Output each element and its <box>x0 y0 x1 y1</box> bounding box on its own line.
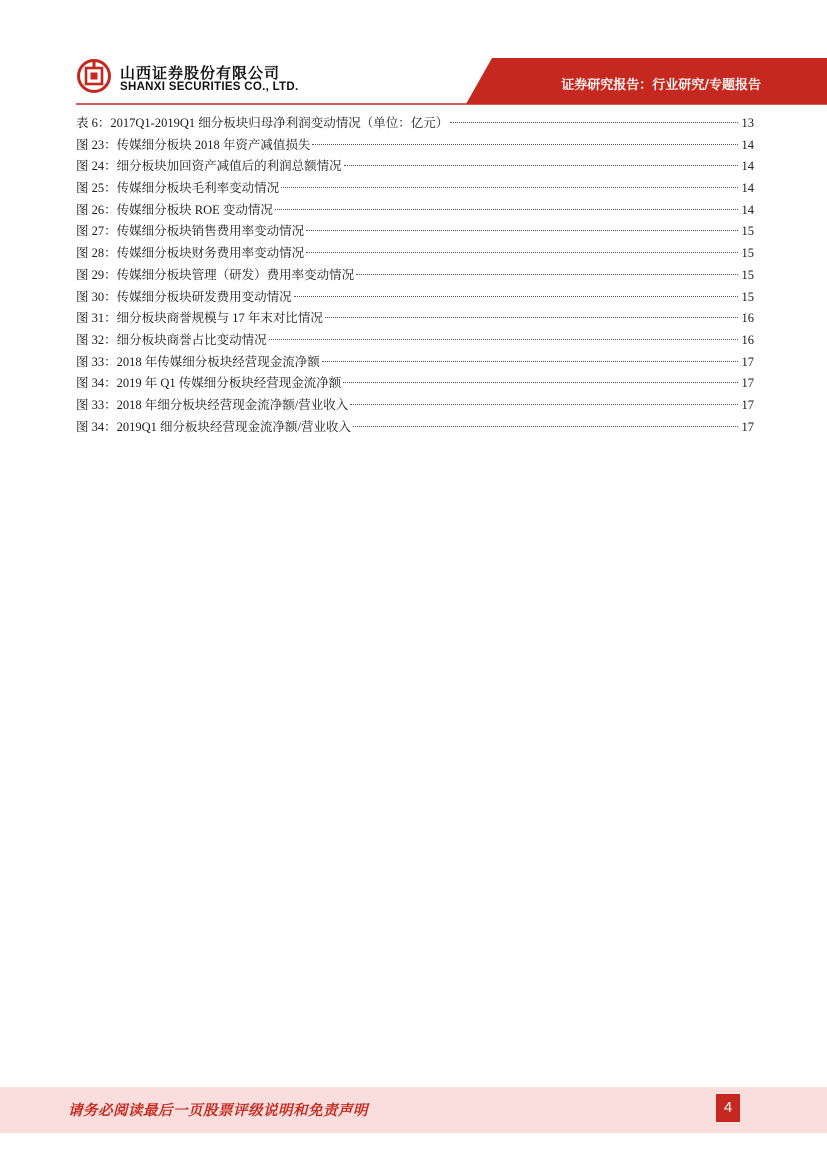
toc-leader-dots <box>356 274 738 275</box>
toc-entry-page: 17 <box>741 397 754 412</box>
report-type-label: 证券研究报告：行业研究/专题报告 <box>561 78 761 93</box>
toc-entry-page: 17 <box>741 419 754 434</box>
toc-leader-dots <box>325 317 738 318</box>
toc-entry-label: 图 25：传媒细分板块毛利率变动情况 <box>76 181 280 196</box>
toc-entry[interactable] <box>76 330 754 352</box>
company-name-en: SHANXI SECURITIES CO., LTD. <box>120 81 299 93</box>
toc-leader-dots <box>281 187 738 188</box>
toc-leader-dots <box>353 426 738 427</box>
company-name-cn: 山西证券股份有限公司 <box>120 64 281 82</box>
toc-entry-label: 图 28：传媒细分板块财务费用率变动情况 <box>76 246 305 261</box>
toc-leader-dots <box>306 252 738 253</box>
toc-entry-label: 图 33：2018 年细分板块经营现金流净额/营业收入 <box>76 397 349 412</box>
toc-entry-page: 14 <box>741 202 754 217</box>
toc-entry-page: 15 <box>741 289 754 304</box>
toc-entry[interactable] <box>76 417 754 439</box>
toc-entry-label: 图 27：传媒细分板块销售费用率变动情况 <box>76 224 305 239</box>
toc-entry-page: 17 <box>741 354 754 369</box>
toc-entry[interactable] <box>76 221 754 243</box>
toc-entry[interactable] <box>76 200 754 222</box>
toc-leader-dots <box>343 382 738 383</box>
company-logo-icon <box>77 59 111 93</box>
toc-entry-page: 16 <box>741 311 754 326</box>
toc-entry-label: 图 24：细分板块加回资产减值后的利润总额情况 <box>76 159 342 174</box>
toc-leader-dots <box>294 296 738 297</box>
toc-entry-label: 图 23：传媒细分板块 2018 年资产减值损失 <box>76 137 311 152</box>
toc-entry[interactable] <box>76 373 754 395</box>
toc-entry-label: 图 33：2018 年传媒细分板块经营现金流净额 <box>76 354 320 369</box>
toc-entry[interactable] <box>76 178 754 200</box>
toc-entry-page: 15 <box>741 267 754 282</box>
toc-entry[interactable] <box>76 243 754 265</box>
page-header <box>0 0 827 112</box>
toc-entry-page: 13 <box>741 116 754 130</box>
toc-leader-dots <box>350 404 738 405</box>
toc-entry[interactable] <box>76 265 754 287</box>
toc-entry-page: 15 <box>741 224 754 239</box>
toc-entry[interactable] <box>76 308 754 330</box>
toc-entry[interactable] <box>76 113 754 135</box>
toc-entry[interactable] <box>76 156 754 178</box>
page-number: 4 <box>716 1094 740 1122</box>
toc-entry-page: 14 <box>741 137 754 152</box>
toc-entry-page: 15 <box>741 246 754 261</box>
toc-entry[interactable] <box>76 287 754 309</box>
toc-entry[interactable] <box>76 135 754 157</box>
toc-entry-label: 图 30：传媒细分板块研发费用变动情况 <box>76 289 292 304</box>
toc-entry-label: 图 34：2019Q1 细分板块经营现金流净额/营业收入 <box>76 419 352 434</box>
toc-entry[interactable] <box>76 395 754 417</box>
toc-entry-page: 14 <box>741 181 754 196</box>
toc-leader-dots <box>312 144 738 145</box>
toc-entry[interactable] <box>76 352 754 374</box>
disclaimer-text: 请务必阅读最后一页股票评级说明和免责声明 <box>68 1103 368 1119</box>
toc-entry-label: 图 32：细分板块商誉占比变动情况 <box>76 332 267 347</box>
toc-entry-page: 17 <box>741 376 754 391</box>
toc-entry-page: 14 <box>741 159 754 174</box>
toc-entry-label: 图 31：细分板块商誉规模与 17 年末对比情况 <box>76 311 323 326</box>
toc-entry-label: 图 34：2019 年 Q1 传媒细分板块经营现金流净额 <box>76 376 342 391</box>
toc-leader-dots <box>306 230 738 231</box>
table-of-contents <box>76 113 754 438</box>
toc-leader-dots <box>344 165 738 166</box>
toc-leader-dots <box>322 361 738 362</box>
toc-entry-label: 图 29：传媒细分板块管理（研发）费用率变动情况 <box>76 267 355 282</box>
toc-leader-dots <box>269 339 738 340</box>
toc-leader-dots <box>275 209 738 210</box>
toc-entry-page: 16 <box>741 332 754 347</box>
toc-entry-label: 图 26：传媒细分板块 ROE 变动情况 <box>76 202 273 217</box>
header-band <box>0 0 827 112</box>
toc-leader-dots <box>450 122 738 123</box>
toc-entry-label: 表 6：2017Q1-2019Q1 细分板块归母净利润变动情况（单位：亿元） <box>76 116 449 130</box>
